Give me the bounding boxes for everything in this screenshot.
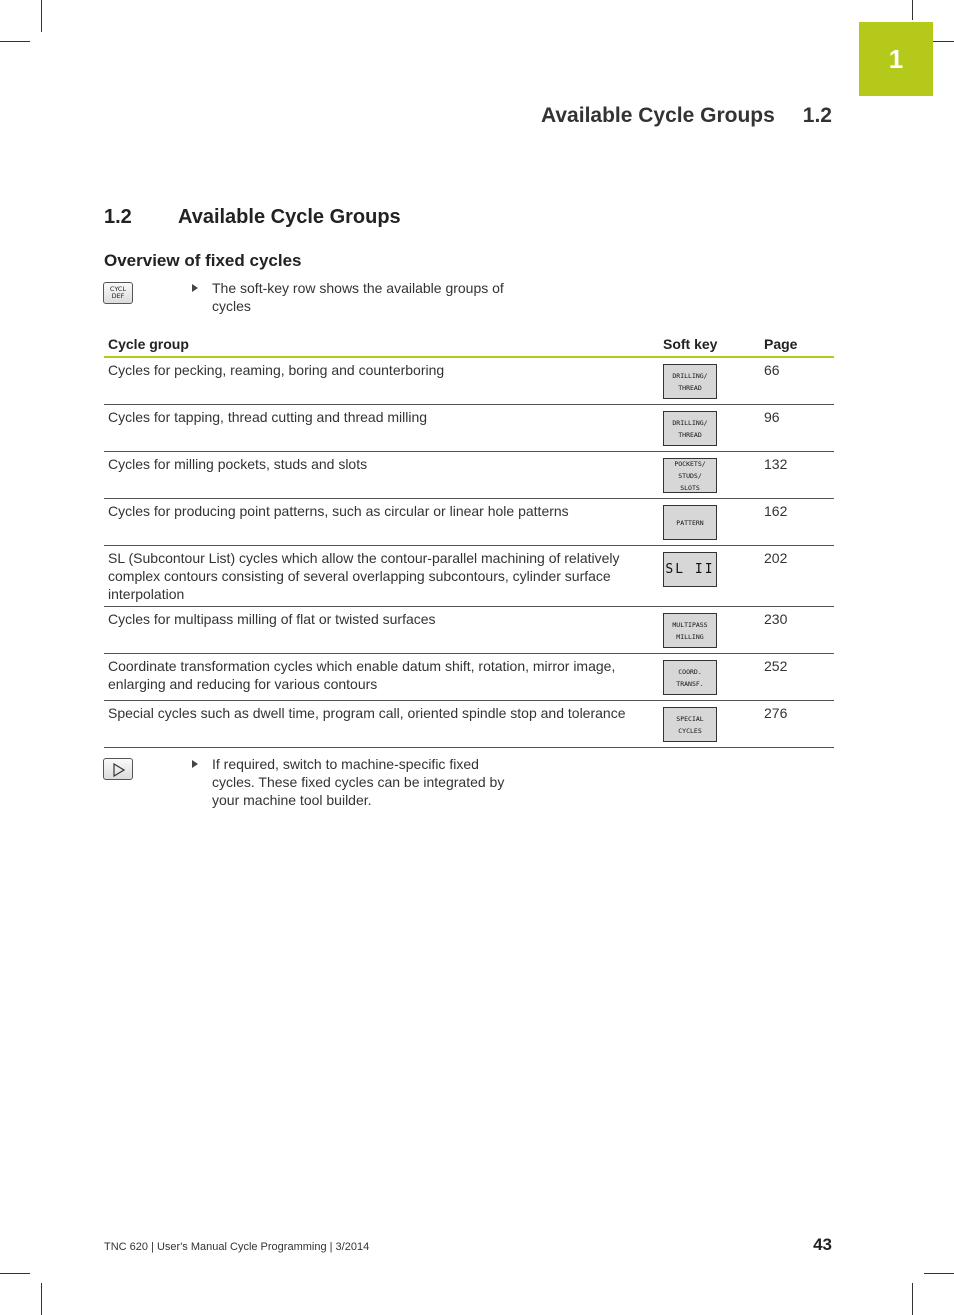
softkey-pattern[interactable]: PATTERN bbox=[663, 505, 717, 540]
page-cell: 252 bbox=[760, 654, 834, 701]
softkey-coord-transf[interactable]: COORD. TRANSF. bbox=[663, 660, 717, 695]
arrow-bullet-icon bbox=[192, 760, 198, 768]
page-cell: 202 bbox=[760, 546, 834, 607]
instruction-step bbox=[192, 279, 522, 315]
table-row bbox=[104, 499, 834, 546]
next-softkey-row-icon bbox=[103, 758, 133, 780]
cycle-group-cell: Coordinate transformation cycles which enable datum shift, rotation, mirror image, enlarging and reducing for various contours bbox=[104, 654, 659, 701]
section-number: 1.2 bbox=[104, 206, 132, 228]
table-row bbox=[104, 452, 834, 499]
running-head-title: Available Cycle Groups bbox=[540, 104, 775, 127]
cycle-group-cell: Cycles for milling pockets, studs and slots bbox=[104, 452, 659, 499]
page-cell: 96 bbox=[760, 405, 834, 452]
section-heading: Available Cycle Groups bbox=[178, 206, 401, 228]
table-row bbox=[104, 357, 834, 405]
table-header-row bbox=[104, 334, 834, 357]
cycle-group-cell: SL (Subcontour List) cycles which allow the contour-parallel machining of relatively complex contours consisting of several overlapping subcontours, cylinder surface interpolation bbox=[104, 546, 659, 607]
cycle-group-cell: Cycles for tapping, thread cutting and thread milling bbox=[104, 405, 659, 452]
subsection-title: Overview of fixed cycles bbox=[104, 251, 302, 270]
table-row bbox=[104, 701, 834, 748]
chapter-tab: 1 bbox=[859, 22, 933, 96]
softkey-sl-ii[interactable]: SL II bbox=[663, 552, 717, 587]
instruction-step bbox=[192, 755, 522, 809]
page-number: 43 bbox=[813, 1235, 832, 1254]
header-cycle-group: Cycle group bbox=[104, 334, 659, 357]
cycle-groups-table bbox=[104, 334, 834, 748]
crop-mark bbox=[0, 41, 30, 42]
running-head bbox=[541, 104, 832, 128]
arrow-bullet-icon bbox=[192, 284, 198, 292]
section-title bbox=[104, 206, 401, 229]
cycl-def-key-label: CYCL DEF bbox=[109, 285, 127, 300]
table-row bbox=[104, 607, 834, 654]
play-triangle-icon bbox=[113, 763, 125, 777]
table-row bbox=[104, 654, 834, 701]
softkey-special-cycles[interactable]: SPECIAL CYCLES bbox=[663, 707, 717, 742]
table-row bbox=[104, 546, 834, 607]
instruction-text: If required, switch to machine-specific fixed cycles. These fixed cycles can be integrated by your machine tool builder. bbox=[212, 756, 505, 808]
cycle-group-cell: Cycles for multipass milling of flat or twisted surfaces bbox=[104, 607, 659, 654]
page-cell: 230 bbox=[760, 607, 834, 654]
page-cell: 162 bbox=[760, 499, 834, 546]
crop-mark bbox=[924, 1273, 954, 1274]
footer-text: TNC 620 | User's Manual Cycle Programming | 3/2014 bbox=[104, 1241, 370, 1253]
page-cell: 66 bbox=[760, 357, 834, 405]
header-soft-key: Soft key bbox=[659, 334, 760, 357]
header-page: Page bbox=[760, 334, 834, 357]
softkey-pockets-studs-slots[interactable]: POCKETS/ STUDS/ SLOTS bbox=[663, 458, 717, 493]
page-cell: 132 bbox=[760, 452, 834, 499]
instruction-text: The soft-key row shows the available groups of cycles bbox=[212, 280, 504, 314]
crop-mark bbox=[0, 1273, 30, 1274]
crop-mark bbox=[912, 0, 913, 20]
running-head-number: 1.2 bbox=[802, 104, 832, 127]
cycle-group-cell: Special cycles such as dwell time, program call, oriented spindle stop and tolerance bbox=[104, 701, 659, 748]
crop-mark bbox=[41, 1283, 42, 1315]
cycle-group-cell: Cycles for pecking, reaming, boring and counterboring bbox=[104, 357, 659, 405]
softkey-drilling-thread[interactable]: DRILLING/ THREAD bbox=[663, 364, 717, 399]
crop-mark bbox=[41, 0, 42, 32]
crop-mark bbox=[912, 1283, 913, 1315]
page-cell: 276 bbox=[760, 701, 834, 748]
cycle-group-cell: Cycles for producing point patterns, such as circular or linear hole patterns bbox=[104, 499, 659, 546]
softkey-multipass-milling[interactable]: MULTIPASS MILLING bbox=[663, 613, 717, 648]
table-row bbox=[104, 405, 834, 452]
cycl-def-key-icon bbox=[103, 282, 133, 304]
softkey-drilling-thread[interactable]: DRILLING/ THREAD bbox=[663, 411, 717, 446]
